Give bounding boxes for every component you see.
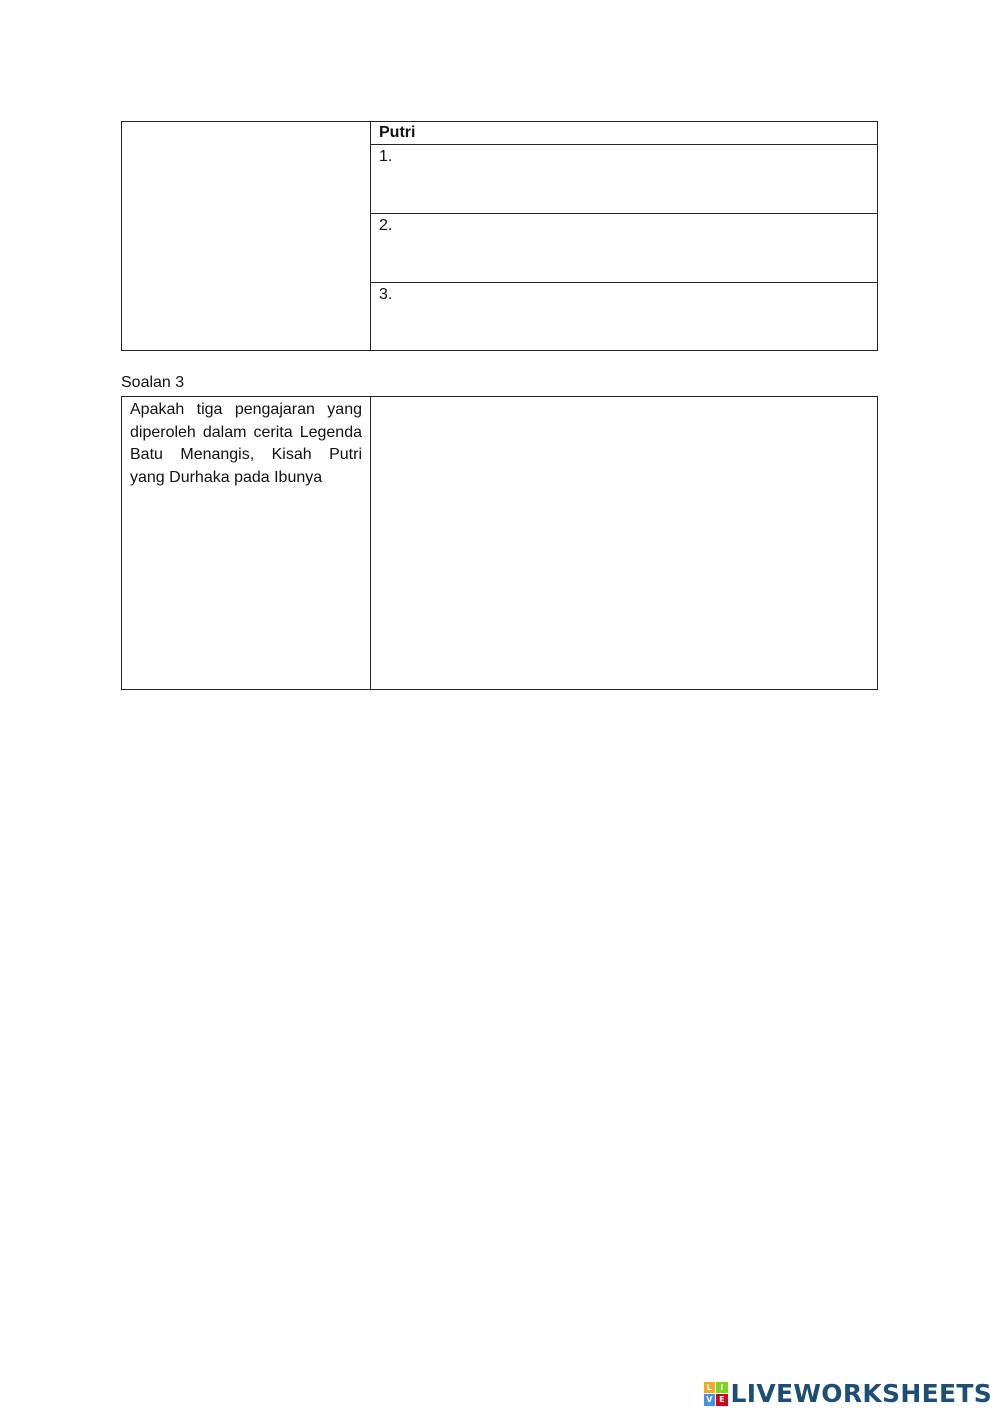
logo-letter: V <box>704 1394 716 1406</box>
putri-header: Putri <box>371 122 878 145</box>
logo-letter: E <box>716 1394 728 1406</box>
blank-left-cell <box>122 122 371 351</box>
question-text: Apakah tiga pengajaran yang diperoleh dalam cerita Legenda Batu Menangis, Kisah Putri yang Durhaka pada Ibunya <box>122 397 371 690</box>
answer-field[interactable] <box>371 397 878 690</box>
brand-logo-icon <box>704 1382 728 1406</box>
answer-table-top <box>121 121 878 351</box>
answer-row-2[interactable] <box>371 214 878 283</box>
logo-letter: I <box>716 1382 728 1394</box>
row-number: 3. <box>379 286 393 303</box>
section-label: Soalan 3 <box>121 374 185 391</box>
answer-row-1[interactable] <box>371 145 878 214</box>
brand-footer <box>704 1379 992 1408</box>
logo-letter: L <box>704 1382 716 1394</box>
row-number: 1. <box>379 148 393 165</box>
row-number: 2. <box>379 217 393 234</box>
question-3-table <box>121 396 878 690</box>
brand-name: LIVEWORKSHEETS <box>730 1379 992 1408</box>
answer-row-3[interactable] <box>371 283 878 351</box>
